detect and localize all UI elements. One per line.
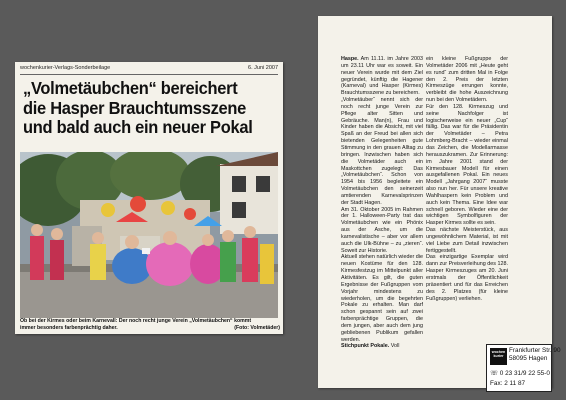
headline-line-1: „Volmetäubchen“ bereichert bbox=[23, 78, 238, 98]
paragraph bbox=[341, 343, 423, 350]
paragraph bbox=[426, 56, 508, 104]
paragraph-text: Das nächste Meisterstück, aus ungewöhnlichem Material, ist mit viel Liebe zum Detail inzwischen fertiggestellt. bbox=[426, 227, 508, 254]
parade-photo bbox=[20, 152, 278, 318]
photo-credit: (Foto: Volmetäder) bbox=[234, 324, 280, 331]
contact-numbers bbox=[490, 369, 550, 388]
paragraph bbox=[426, 104, 508, 227]
paragraph bbox=[341, 207, 423, 255]
publisher-contact-box bbox=[486, 344, 561, 392]
paragraph bbox=[426, 227, 508, 254]
photo-caption bbox=[20, 318, 280, 331]
paragraph-text: Am 11.11. im Jahre 2003 um 23.11 Uhr war es soweit. Ein neuer Verein wurde mit dem Ziel gegründet, künftig die Hagener (Karneval) und Hasper (Kirmes) Brauchtumsszene zu bereichern. bbox=[341, 56, 423, 97]
paragraph bbox=[341, 56, 423, 97]
paragraph-keyword: Stichpunkt Pokale. bbox=[341, 343, 390, 350]
header-rule bbox=[20, 74, 278, 75]
publication-name: wochenkurier-Verlags-Sonderbeilage bbox=[20, 65, 111, 71]
paragraph bbox=[341, 97, 423, 207]
contact-fax: Fax: 2 11 87 bbox=[490, 379, 526, 387]
article-clipping-right bbox=[318, 16, 561, 388]
paragraph-text: „Volmetäuber“ nennt sich der noch recht junge Verein zur Pflege alter Sitten und Gebräuche. Man(n), Frau und Kinder haben die Absicht, mit viel Spaß an der Freud bei allen sich bietenden Gelegenheiten gute Stimmung in den grauen Alltag zu bringen. Inzwischen haben sich die Volmetäder auch ein Maskottchen zugelegt: Das „Volmetäubchen“. Schon von 1954 bis 1956 begleitete ein Volmetäubchen den seinerzeit amtierenden Karnevalsprinzen der Stadt Hagen. bbox=[341, 97, 423, 206]
paragraph-text: ein kleine Fußgruppe der Volmetäder 2006 mit „Heute geht es rund“ zum dritten Mal in Folge den 2. Preis der letzten Kirmeszüge errungen konnte, verbleibt die hohe Auszeichnung nun bei den Volmetädern. bbox=[426, 56, 508, 104]
paragraph-text: Für den 128. Kirmeszug und seine Nachfolger ist logischerweise ein neuer „Cup“ fällig. Das war für die Präsidentin der Volmetäder – Petra Lohmberg-Bracht – wieder einmal das Zeichen, die Modellarmasse herauszukramen. Zur Erinnerung: im Jahre 2001 stand der Kirmesbauer Modell für einen ausgefallenen Pokal. Ein neues Modell „Jahrgang 2007“ musste also nun her. Für unsere kreative Wahlhaspern kein Problem und auch kein Thema. Eine Idee war schnell geboren. Wieder eine der wichtigen Symbolfiguren der Hasper Kirmes sollte es sein. bbox=[426, 103, 508, 227]
headline bbox=[23, 79, 279, 138]
article-column-1 bbox=[341, 56, 423, 368]
paragraph-keyword: Haspe. bbox=[341, 56, 359, 62]
publication-date: 6. Juni 2007 bbox=[248, 65, 278, 71]
contact-street: Frankfurter Str. 90 bbox=[509, 347, 561, 354]
headline-line-3: und bald auch ein neuer Pokal bbox=[23, 117, 253, 137]
caption-line-1: Ob bei der Kirmes oder beim Karnevall: Der noch recht junge Verein „Volmetäubchen“ kommt bbox=[20, 318, 252, 324]
wochenkurier-logo: wochen kurier bbox=[490, 348, 507, 365]
caption-line-2-text: immer besonders farbenprächtig daher. bbox=[20, 324, 118, 331]
paragraph bbox=[426, 254, 508, 302]
caption-line-2 bbox=[20, 325, 280, 332]
article-column-2 bbox=[426, 56, 508, 306]
paragraph-text: Am 31. Oktober 2005 im Rahmen der 1. Halloween-Party trat das Volmetäubchen wie ein Phönix aus der Asche, um die karnevalistische – aber vor allem auch die Ulk-Bühne – zu „zieren“. Soweit zur Historie. bbox=[341, 206, 423, 254]
contact-phone: ☏ 0 23 31/9 22 55-0 bbox=[490, 370, 550, 377]
contact-city: 58095 Hagen bbox=[509, 355, 548, 363]
headline-line-2: die Hasper Brauchtumsszene bbox=[23, 97, 247, 118]
contact-address bbox=[509, 347, 561, 364]
paragraph-text: Voll bbox=[389, 343, 400, 350]
paragraph bbox=[341, 254, 423, 343]
clipping-header bbox=[20, 65, 278, 74]
paragraph-text: Aktuell stehen natürlich wieder die neuen Kostüme für den 128. Kirmesfestzug im Mittelpunkt aller Aktivitäten. Es gilt, die guten Ergebnisse der Fußgruppen vom Vorjahr mindestens zu wiederholen, um die begehrten Pokale zu erhalten. Man darf schon gespannt sein auf zwei farbenprächtige Gruppen, die dem jungen, aber auch dem jung gebliebenen Publikum gefallen werden. bbox=[341, 254, 423, 343]
paragraph-text: Das einzigartige Exemplar wird dann zur Preisverleihung des 128. Hasper Kirmeszuges am 20. Juni erstmals der Öffentlichkeit präsentiert und für das Erreichen des 2. Platzes (für kleine Fußgruppen) verliehen. bbox=[426, 254, 508, 302]
